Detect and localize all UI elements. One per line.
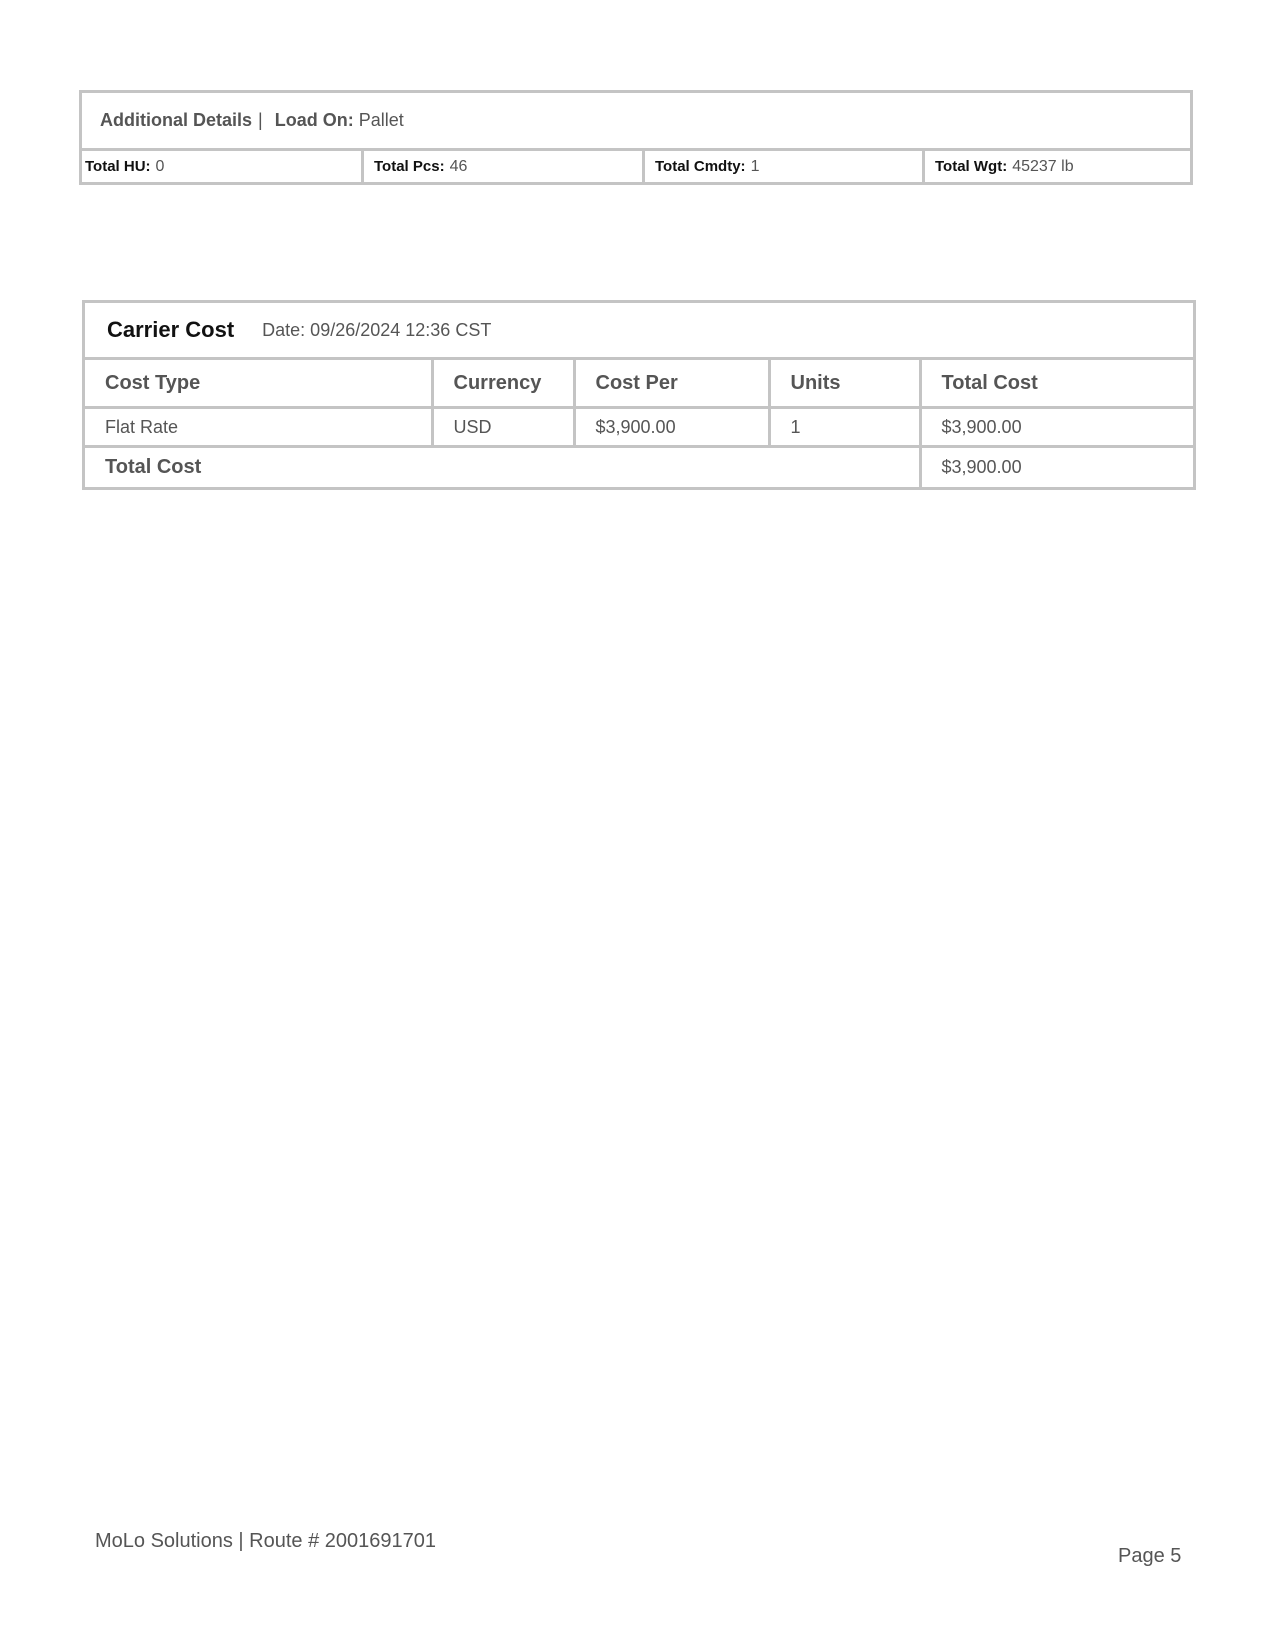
column-header-currency: Currency — [432, 360, 574, 408]
cell-cost-per: $3,900.00 — [574, 408, 769, 447]
total-cost-label: Total Cost — [85, 447, 920, 488]
footer-route: MoLo Solutions | Route # 2001691701 — [95, 1530, 437, 1552]
additional-details-block — [79, 90, 1193, 185]
total-cost-value: $3,900.00 — [920, 447, 1193, 488]
total-hu-label: Total HU: — [85, 158, 151, 175]
total-pcs-value: 46 — [449, 157, 468, 175]
total-cmdty-cell — [645, 151, 925, 182]
load-on-value: Pallet — [358, 110, 404, 130]
carrier-cost-block — [82, 300, 1196, 490]
total-wgt-label: Total Wgt: — [935, 158, 1008, 175]
total-pcs-cell — [364, 151, 645, 182]
header-separator: | — [258, 110, 263, 130]
additional-details-heading: Additional Details — [100, 110, 253, 130]
additional-details-header — [82, 93, 1190, 151]
column-header-cost-per: Cost Per — [574, 360, 769, 408]
carrier-cost-date: Date: 09/26/2024 12:36 CST — [262, 319, 492, 340]
totals-row — [82, 151, 1190, 182]
cell-total-cost: $3,900.00 — [920, 408, 1193, 447]
column-header-units: Units — [769, 360, 920, 408]
column-header-cost-type: Cost Type — [85, 360, 432, 408]
total-wgt-value: 45237 lb — [1012, 157, 1074, 175]
cell-currency: USD — [432, 408, 574, 447]
total-wgt-cell — [925, 151, 1190, 182]
carrier-cost-title: Carrier Cost — [107, 317, 235, 342]
total-hu-cell — [82, 151, 364, 182]
column-header-total-cost: Total Cost — [920, 360, 1193, 408]
total-cmdty-value: 1 — [750, 157, 760, 175]
load-on-label: Load On: — [274, 110, 354, 130]
carrier-cost-header — [85, 303, 1193, 360]
total-row — [85, 447, 1193, 488]
total-cmdty-label: Total Cmdty: — [655, 158, 746, 175]
table-header-row — [85, 360, 1193, 408]
footer-page-number: Page 5 — [1118, 1545, 1182, 1567]
total-hu-value: 0 — [155, 157, 165, 175]
cell-units: 1 — [769, 408, 920, 447]
table-row — [85, 408, 1193, 447]
total-pcs-label: Total Pcs: — [374, 158, 445, 175]
cell-cost-type: Flat Rate — [85, 408, 432, 447]
carrier-cost-table — [85, 360, 1193, 487]
